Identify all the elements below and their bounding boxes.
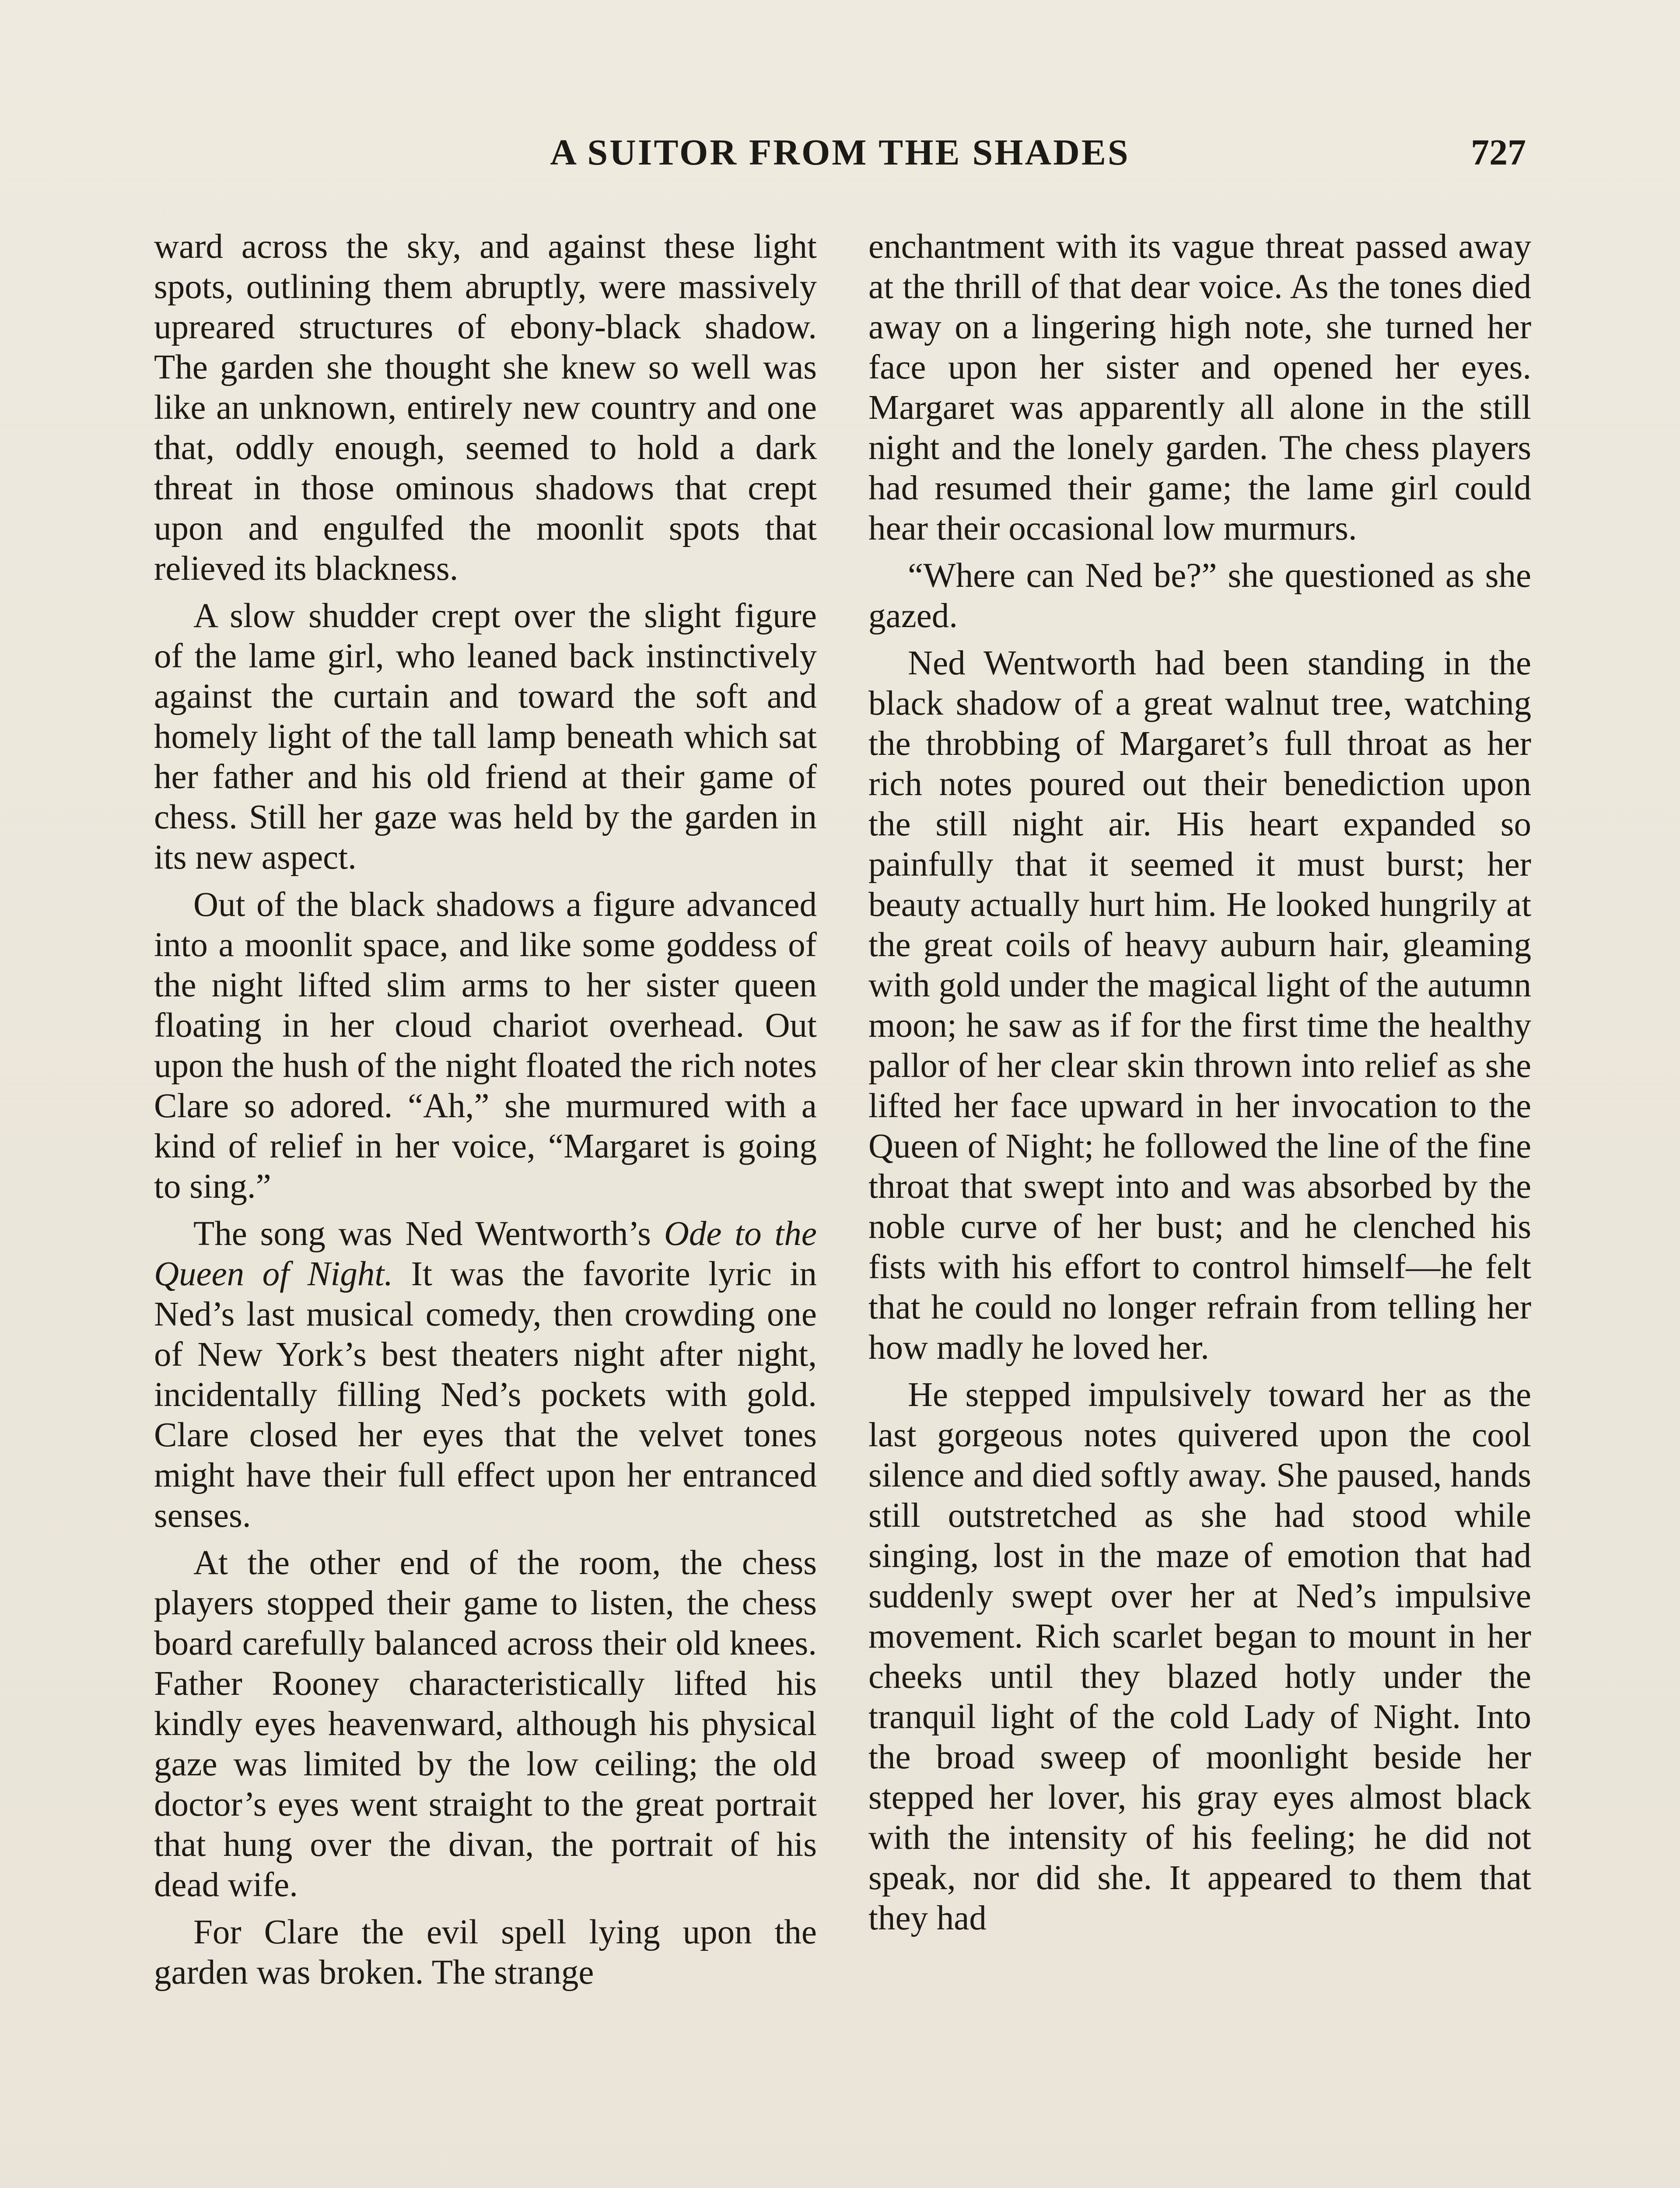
paragraph-text: The song was Ned Wentworth’s bbox=[193, 1215, 664, 1253]
paragraph: “Where can Ned be?” she questioned as she gazed. bbox=[868, 557, 1531, 635]
paragraph: He stepped impulsively toward her as the last gorgeous notes quivered upon the cool silence and died softly away. She paused, hands still outstretched as she had stood while singing, lost in the maze of emotion that had suddenly swept over her at Ned’s impulsive movement. Rich scarlet began to mount in her cheeks until they blazed hotly under the tranquil light of the cold Lady of Night. Into the broad sweep of moonlight beside her stepped her lover, his gray eyes almost black with the intensity of his feeling; he did not speak, nor did she. It appeared to them that they had bbox=[868, 1376, 1531, 1937]
song-title: Ode to the Queen of Night. bbox=[154, 1215, 817, 1293]
paragraph: Ned Wentworth had been standing in the black shadow of a great walnut tree, watching the throbbing of Margaret’s full throat as her rich notes poured out their benediction upon the still night air. His heart expanded so painfully that it seemed it must burst; her beauty actually hurt him. He looked hungrily at the great coils of heavy auburn hair, gleaming with gold under the magical light of the autumn moon; he saw as if for the first time the healthy pallor of her clear skin thrown into relief as she lifted her face upward in her invocation to the Queen of Night; he followed the line of the fine throat that swept into and was absorbed by the noble curve of her bust; and he clenched his fists with his effort to control himself—he felt that he could no longer refrain from telling her how madly he loved her. bbox=[868, 644, 1531, 1367]
left-column bbox=[154, 227, 817, 2188]
paragraph: ward across the sky, and against these light spots, outlining them abruptly, were massively upreared structures of ebony-black shadow. The garden she thought she knew so well was like an unknown, entirely new country and one that, oddly enough, seemed to hold a dark threat in those ominous shadows that crept upon and engulfed the moonlit spots that relieved its blackness. bbox=[154, 228, 817, 588]
paragraph: For Clare the evil spell lying upon the garden was broken. The strange bbox=[154, 1913, 817, 1992]
paragraph-text: It was the favorite lyric in Ned’s last musical comedy, then crowding one of New York’s best theaters night after night, incidentally filling Ned’s pockets with gold. Clare closed her eyes that the velvet tones might have their full effect upon her entranced senses. bbox=[154, 1255, 817, 1535]
page-number: 727 bbox=[1471, 132, 1526, 173]
paragraph bbox=[154, 1214, 817, 1536]
paragraph: Out of the black shadows a figure advanced into a moonlit space, and like some goddess of the night lifted slim arms to her sister queen floating in her cloud chariot overhead. Out upon the hush of the night floated the rich notes Clare so adored. “Ah,” she murmured with a kind of relief in her voice, “Margaret is going to sing.” bbox=[154, 886, 817, 1206]
right-column bbox=[868, 227, 1531, 2188]
paragraph: enchantment with its vague threat passed away at the thrill of that dear voice. As the tones died away on a lingering high note, she turned her face upon her sister and opened her eyes. Margaret was apparently all alone in the still night and the lonely garden. The chess players had resumed their game; the lame girl could hear their occasional low murmurs. bbox=[868, 228, 1531, 547]
running-head bbox=[0, 131, 1680, 188]
running-title: A SUITOR FROM THE SHADES bbox=[550, 132, 1130, 173]
paragraph: At the other end of the room, the chess players stopped their game to listen, the chess board carefully balanced across their old knees. Father Rooney characteristically lifted his kindly eyes heavenward, although his physical gaze was limited by the low ceiling; the old doctor’s eyes went straight to the great portrait that hung over the divan, the portrait of his dead wife. bbox=[154, 1544, 817, 1904]
paragraph: A slow shudder crept over the slight figure of the lame girl, who leaned back instinctively against the curtain and toward the soft and homely light of the tall lamp beneath which sat her father and his old friend at their game of chess. Still her gaze was held by the garden in its new aspect. bbox=[154, 597, 817, 877]
